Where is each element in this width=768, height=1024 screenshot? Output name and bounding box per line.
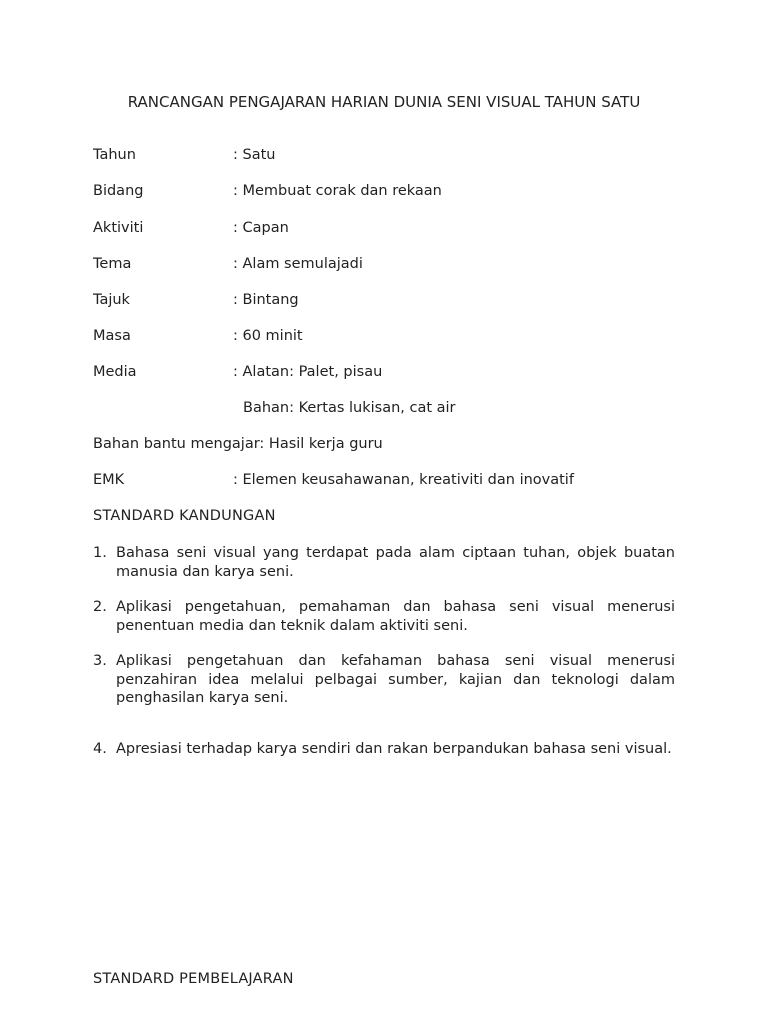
list-item-number: 3. [93, 653, 107, 669]
field-label: Bidang [93, 183, 144, 199]
list-item [93, 652, 675, 708]
field-value: : Alam semulajadi [233, 256, 363, 272]
media-extra-line: Bahan: Kertas lukisan, cat air [243, 400, 456, 416]
field-bidang [93, 181, 693, 201]
field-value: : 60 minit [233, 328, 303, 344]
field-label: Tajuk [93, 292, 130, 308]
field-aktiviti [93, 218, 693, 238]
standard-kandungan-heading: STANDARD KANDUNGAN [93, 508, 276, 524]
field-value: : Elemen keusahawanan, kreativiti dan inovatif [233, 472, 574, 488]
list-item-text: Aplikasi pengetahuan dan kefahaman bahasa seni visual menerusi penzahiran idea melalui pelbagai sumber, kajian dan teknologi dalam penghasilan karya seni. [116, 653, 675, 706]
field-tajuk [93, 290, 693, 310]
field-value: : Bintang [233, 292, 299, 308]
field-label: Media [93, 364, 137, 380]
field-label: Masa [93, 328, 131, 344]
field-value: : Satu [233, 147, 276, 163]
field-label: Tema [93, 256, 132, 272]
field-value: : Membuat corak dan rekaan [233, 183, 442, 199]
list-item-number: 1. [93, 545, 107, 561]
list-item [93, 544, 675, 581]
field-emk [93, 470, 693, 490]
field-tahun [93, 145, 693, 165]
list-item [93, 740, 675, 759]
list-item-text: Bahasa seni visual yang terdapat pada alam ciptaan tuhan, objek buatan manusia dan karya seni. [116, 545, 675, 580]
list-item-text: Apresiasi terhadap karya sendiri dan rakan berpandukan bahasa seni visual. [116, 741, 672, 757]
field-masa [93, 326, 693, 346]
field-label: Aktiviti [93, 220, 144, 236]
list-item-number: 4. [93, 741, 107, 757]
field-label: Tahun [93, 147, 136, 163]
bahan-bantu-line: Bahan bantu mengajar: Hasil kerja guru [93, 436, 383, 452]
standard-pembelajaran-heading: STANDARD PEMBELAJARAN [93, 971, 294, 987]
field-value: : Alatan: Palet, pisau [233, 364, 383, 380]
list-item [93, 598, 675, 635]
list-item-text: Aplikasi pengetahuan, pemahaman dan bahasa seni visual menerusi penentuan media dan teknik dalam aktiviti seni. [116, 599, 675, 634]
field-label: EMK [93, 472, 125, 488]
list-item-number: 2. [93, 599, 107, 615]
field-media [93, 362, 693, 382]
field-value: : Capan [233, 220, 289, 236]
field-tema [93, 254, 693, 274]
document-title: RANCANGAN PENGAJARAN HARIAN DUNIA SENI VISUAL TAHUN SATU [127, 93, 641, 111]
